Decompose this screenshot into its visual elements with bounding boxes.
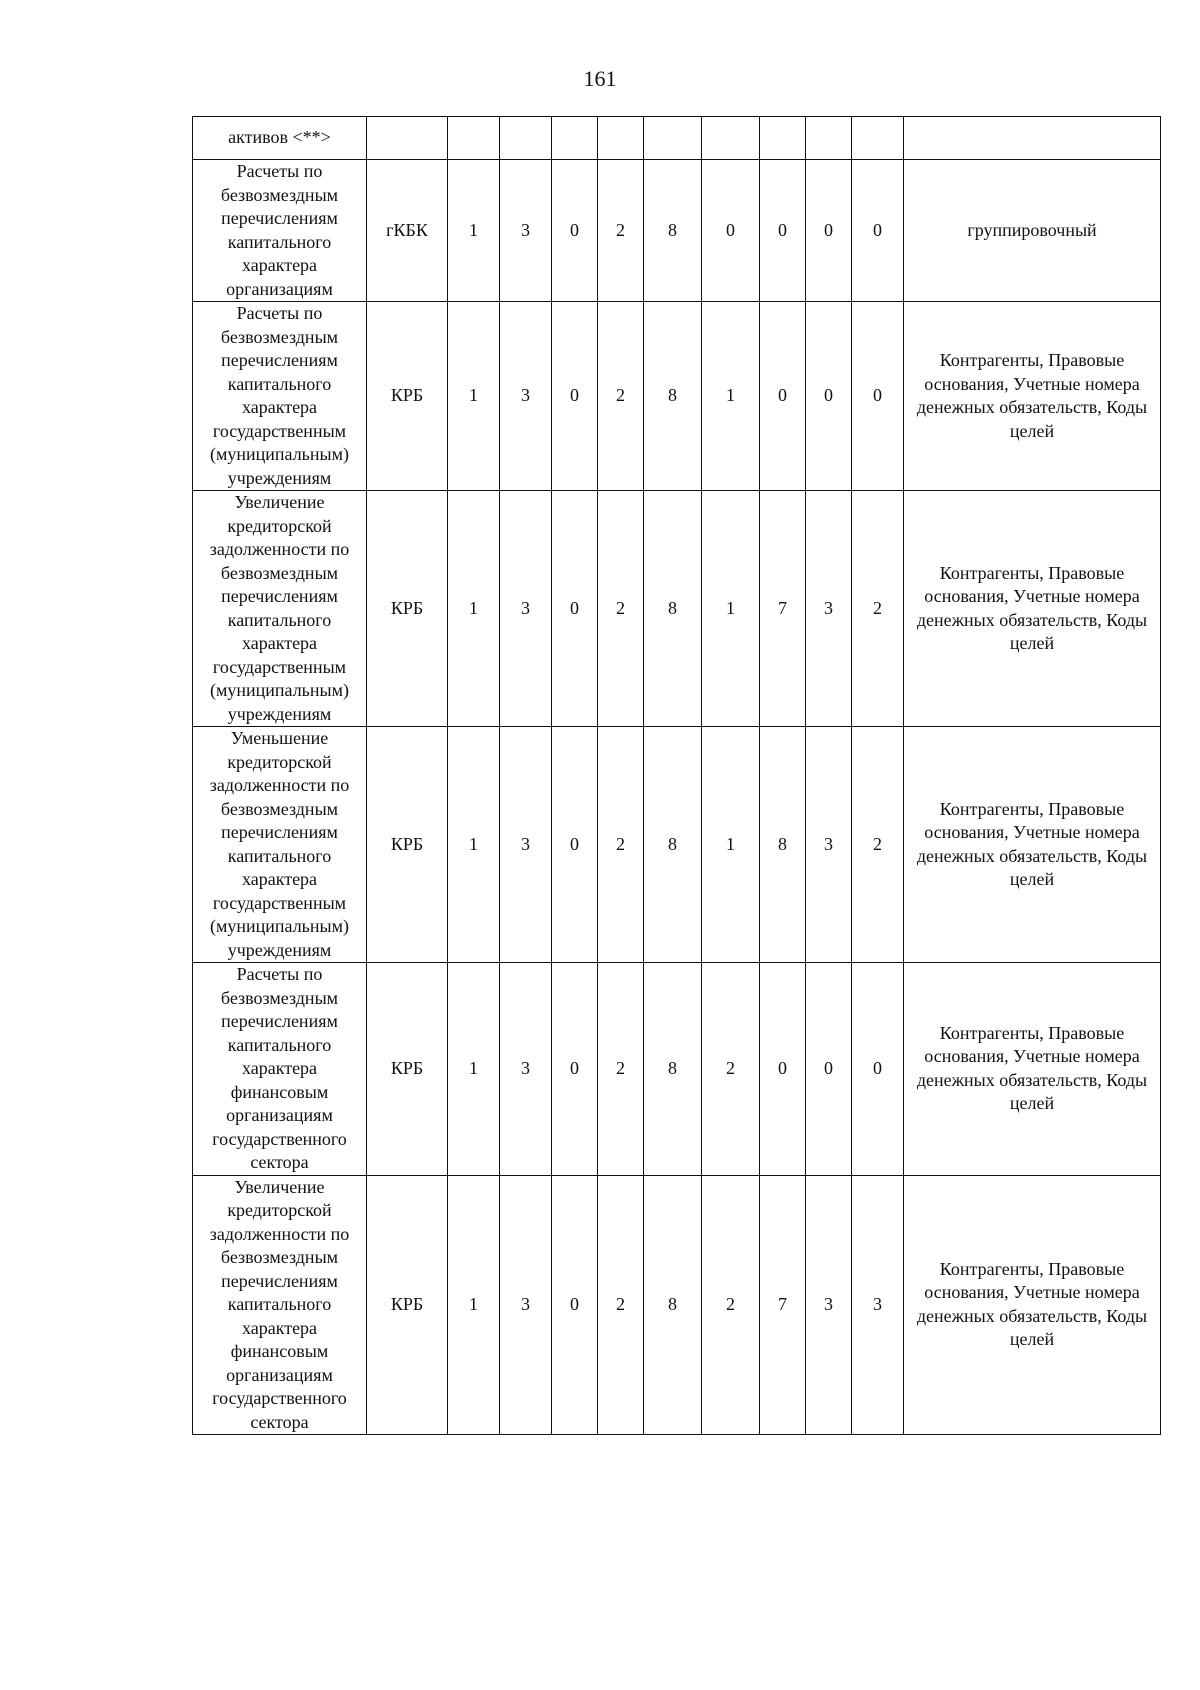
code-digit-cell: 2 [598, 160, 644, 302]
code-digit-cell: 1 [448, 160, 500, 302]
code-digit-cell: 2 [852, 491, 904, 727]
code-digit-cell: 1 [448, 727, 500, 963]
account-name-cell: Расчеты по безвозмездным перечислениям капитального характера организациям [193, 160, 367, 302]
empty-cell [552, 117, 598, 160]
code-digit-cell: 1 [448, 302, 500, 491]
code-digit-cell: 2 [598, 727, 644, 963]
account-type-cell: КРБ [367, 1175, 448, 1435]
code-digit-cell: 0 [760, 302, 806, 491]
table-row [193, 491, 1161, 727]
table-row [193, 727, 1161, 963]
code-digit-cell: 0 [760, 963, 806, 1176]
analytics-cell: Контрагенты, Правовые основания, Учетные номера денежных обязательств, Коды целей [904, 302, 1161, 491]
code-digit-cell: 0 [552, 302, 598, 491]
empty-cell [904, 117, 1161, 160]
table-row [193, 302, 1161, 491]
account-type-cell: гКБК [367, 160, 448, 302]
empty-cell [644, 117, 702, 160]
empty-cell [702, 117, 760, 160]
table-row [193, 160, 1161, 302]
code-digit-cell: 3 [500, 727, 552, 963]
code-digit-cell: 3 [806, 1175, 852, 1435]
account-name-cell: Увеличение кредиторской задолженности по безвозмездным перечислениям капитального характера государственным (муниципальным) учреждениям [193, 491, 367, 727]
analytics-cell: Контрагенты, Правовые основания, Учетные номера денежных обязательств, Коды целей [904, 491, 1161, 727]
code-digit-cell: 3 [852, 1175, 904, 1435]
code-digit-cell: 2 [702, 1175, 760, 1435]
account-type-cell: КРБ [367, 491, 448, 727]
analytics-cell: группировочный [904, 160, 1161, 302]
empty-cell [367, 117, 448, 160]
empty-cell [598, 117, 644, 160]
code-digit-cell: 0 [552, 963, 598, 1176]
code-digit-cell: 0 [806, 302, 852, 491]
code-digit-cell: 3 [500, 302, 552, 491]
code-digit-cell: 0 [552, 727, 598, 963]
account-type-cell: КРБ [367, 963, 448, 1176]
code-digit-cell: 0 [702, 160, 760, 302]
account-name-cell: Расчеты по безвозмездным перечислениям капитального характера финансовым организациям государственного сектора [193, 963, 367, 1176]
code-digit-cell: 7 [760, 491, 806, 727]
code-digit-cell: 8 [644, 1175, 702, 1435]
code-digit-cell: 2 [598, 963, 644, 1176]
empty-cell [448, 117, 500, 160]
code-digit-cell: 3 [806, 727, 852, 963]
code-digit-cell: 3 [500, 963, 552, 1176]
code-digit-cell: 8 [644, 727, 702, 963]
code-digit-cell: 3 [500, 491, 552, 727]
code-digit-cell: 1 [702, 727, 760, 963]
code-digit-cell: 0 [806, 160, 852, 302]
table-row [193, 1175, 1161, 1435]
code-digit-cell: 2 [598, 491, 644, 727]
code-digit-cell: 0 [852, 963, 904, 1176]
analytics-cell: Контрагенты, Правовые основания, Учетные номера денежных обязательств, Коды целей [904, 727, 1161, 963]
empty-cell [760, 117, 806, 160]
code-digit-cell: 2 [702, 963, 760, 1176]
account-name-cell: Расчеты по безвозмездным перечислениям капитального характера государственным (муниципальным) учреждениям [193, 302, 367, 491]
code-digit-cell: 0 [552, 160, 598, 302]
code-digit-cell: 0 [852, 160, 904, 302]
empty-cell [806, 117, 852, 160]
code-digit-cell: 8 [644, 963, 702, 1176]
code-digit-cell: 1 [448, 491, 500, 727]
code-digit-cell: 1 [448, 1175, 500, 1435]
account-type-cell: КРБ [367, 727, 448, 963]
code-digit-cell: 8 [644, 491, 702, 727]
code-digit-cell: 3 [500, 1175, 552, 1435]
code-digit-cell: 8 [644, 160, 702, 302]
code-digit-cell: 0 [806, 963, 852, 1176]
code-digit-cell: 2 [852, 727, 904, 963]
table-row [193, 963, 1161, 1176]
code-digit-cell: 1 [702, 491, 760, 727]
code-digit-cell: 0 [852, 302, 904, 491]
code-digit-cell: 3 [806, 491, 852, 727]
code-digit-cell: 3 [500, 160, 552, 302]
analytics-cell: Контрагенты, Правовые основания, Учетные номера денежных обязательств, Коды целей [904, 1175, 1161, 1435]
code-digit-cell: 1 [448, 963, 500, 1176]
code-digit-cell: 2 [598, 302, 644, 491]
code-digit-cell: 1 [702, 302, 760, 491]
account-name-cell: Увеличение кредиторской задолженности по безвозмездным перечислениям капитального характера финансовым организациям государственного сектора [193, 1175, 367, 1435]
account-name-cell: Уменьшение кредиторской задолженности по безвозмездным перечислениям капитального характера государственным (муниципальным) учреждениям [193, 727, 367, 963]
accounts-table [192, 116, 1161, 1435]
empty-cell [500, 117, 552, 160]
code-digit-cell: 7 [760, 1175, 806, 1435]
empty-cell [852, 117, 904, 160]
code-digit-cell: 0 [552, 491, 598, 727]
code-digit-cell: 2 [598, 1175, 644, 1435]
code-digit-cell: 8 [644, 302, 702, 491]
code-digit-cell: 0 [552, 1175, 598, 1435]
continuation-name-cell: активов <**> [193, 117, 367, 160]
analytics-cell: Контрагенты, Правовые основания, Учетные номера денежных обязательств, Коды целей [904, 963, 1161, 1176]
code-digit-cell: 0 [760, 160, 806, 302]
code-digit-cell: 8 [760, 727, 806, 963]
account-type-cell: КРБ [367, 302, 448, 491]
page-number: 161 [583, 66, 617, 91]
table-continuation-row [193, 117, 1161, 160]
